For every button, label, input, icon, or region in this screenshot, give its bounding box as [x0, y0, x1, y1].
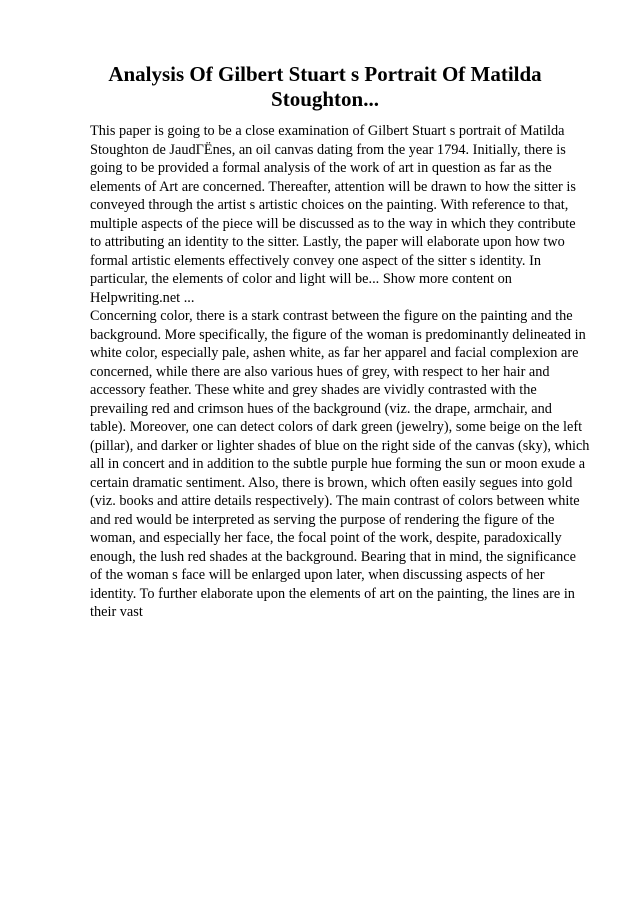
paragraph-color: Concerning color, there is a stark contrast between the figure on the painting and the background. More specifically, the figure of the woman is predominantly delineated in white color, especially pale, ashen white, as far her apparel and facial complexion are concerned, while there are also various hues of grey, with respect to her hair and accessory feather. These white and grey shades are vividly contrasted with the prevailing red and crimson hues of the background (viz. the drape, armchair, and table). Moreover, one can detect colors of dark green (jewelry), some beige on the left (pillar), and darker or lighter shades of blue on the right side of the canvas (sky), which all in concert and in addition to the subtle purple hue forming the sun or moon exude a certain dramatic sentiment. Also, there is brown, which often easily segues into gold (viz. books and attire details respectively). The main contrast of colors between white and red would be interpreted as serving the purpose of rendering the figure of the woman, and especially her face, the focal point of the work, despite, paradoxically enough, the lush red shades at the background. Bearing that in mind, the significance of the woman s face will be enlarged upon later, when discussing aspects of her identity. To further elaborate upon the elements of art on the painting, the lines are in their vast	[90, 308, 590, 620]
document-body	[90, 122, 590, 622]
document-title: Analysis Of Gilbert Stuart s Portrait Of Matilda Stoughton...	[108, 62, 542, 111]
paragraph-intro: This paper is going to be a close examination of Gilbert Stuart s portrait of Matilda Stoughton de JaudΓËnes, an oil canvas dating from the year 1794. Initially, there is going to be provided a formal analysis of the work of art in question as far as the elements of Art are concerned. Thereafter, attention will be drawn to how the sitter is conveyed through the artist s artistic choices on the painting. With reference to that, multiple aspects of the piece will be discussed as to the way in which they contribute to attributing an identity to the sitter. Lastly, the paper will elaborate upon how two formal artistic elements effectively convey one aspect of the sitter s identity. In particular, the elements of color and light will be... Show more content on Helpwriting.net ...	[90, 123, 576, 306]
